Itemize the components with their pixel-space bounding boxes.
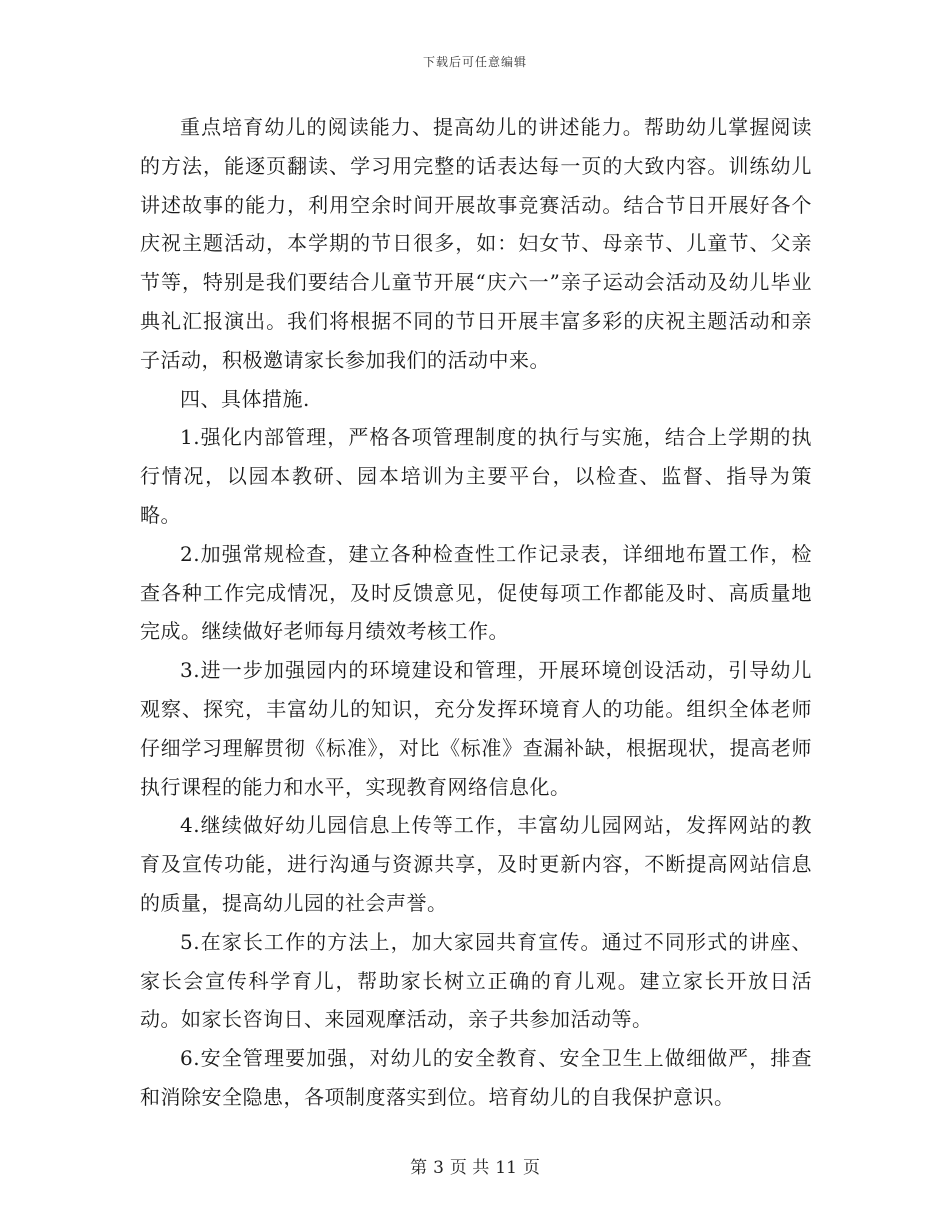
document-body xyxy=(140,108,812,1117)
footer-suffix: 页 xyxy=(522,1158,540,1178)
paragraph-measure-4: 4.继续做好幼儿园信息上传等工作，丰富幼儿园网站，发挥网站的教育及宣传功能，进行沟通与资源共享，及时更新内容，不断提高网站信息的质量，提高幼儿园的社会声誉。 xyxy=(140,813,812,915)
paragraph-measure-3: 3.进一步加强园内的环境建设和管理，开展环境创设活动，引导幼儿观察、探究，丰富幼儿的知识，充分发挥环境育人的功能。组织全体老师仔细学习理解贯彻《标准》，对比《标准》查漏补缺，根据现状，提高老师执行课程的能力和水平，实现教育网络信息化。 xyxy=(140,658,812,799)
footer-total-pages: 11 xyxy=(495,1158,517,1178)
section-heading-measures: 四、具体措施. xyxy=(180,386,310,411)
footer-prefix: 第 xyxy=(410,1158,428,1178)
page-footer xyxy=(0,1153,950,1178)
paragraph-measure-6: 6.安全管理要加强，对幼儿的安全教育、安全卫生上做细做严，排查和消除安全隐患，各项制度落实到位。培育幼儿的自我保护意识。 xyxy=(140,1046,812,1109)
footer-middle: 页 共 xyxy=(449,1158,490,1178)
paragraph-measure-2: 2.加强常规检查，建立各种检查性工作记录表，详细地布置工作，检查各种工作完成情况，及时反馈意见，促使每项工作都能及时、高质量地完成。继续做好老师每月绩效考核工作。 xyxy=(140,541,812,644)
paragraph-measure-5: 5.在家长工作的方法上，加大家园共育宣传。通过不同形式的讲座、家长会宣传科学育儿，帮助家长树立正确的育儿观。建立家长开放日活动。如家长咨询日、来园观摩活动，亲子共参加活动等。 xyxy=(140,929,812,1032)
paragraph-reading-festivals: 重点培育幼儿的阅读能力、提高幼儿的讲述能力。帮助幼儿掌握阅读的方法，能逐页翻读、学习用完整的话表达每一页的大致内容。训练幼儿讲述故事的能力，利用空余时间开展故事竞赛活动。结合节日开展好各个庆祝主题活动，本学期的节日很多，如：妇女节、母亲节、儿童节、父亲节等，特别是我们要结合儿童节开展“庆六一”亲子运动会活动及幼儿毕业典礼汇报演出。我们将根据不同的节日开展丰富多彩的庆祝主题活动和亲子活动，积极邀请家长参加我们的活动中来。 xyxy=(140,115,812,372)
paragraph-measure-1: 1.强化内部管理，严格各项管理制度的执行与实施，结合上学期的执行情况，以园本教研、园本培训为主要平台，以检查、监督、指导为策略。 xyxy=(140,425,812,527)
page-header-note: 下载后可任意编辑 xyxy=(422,55,527,69)
footer-current-page: 3 xyxy=(433,1158,444,1178)
